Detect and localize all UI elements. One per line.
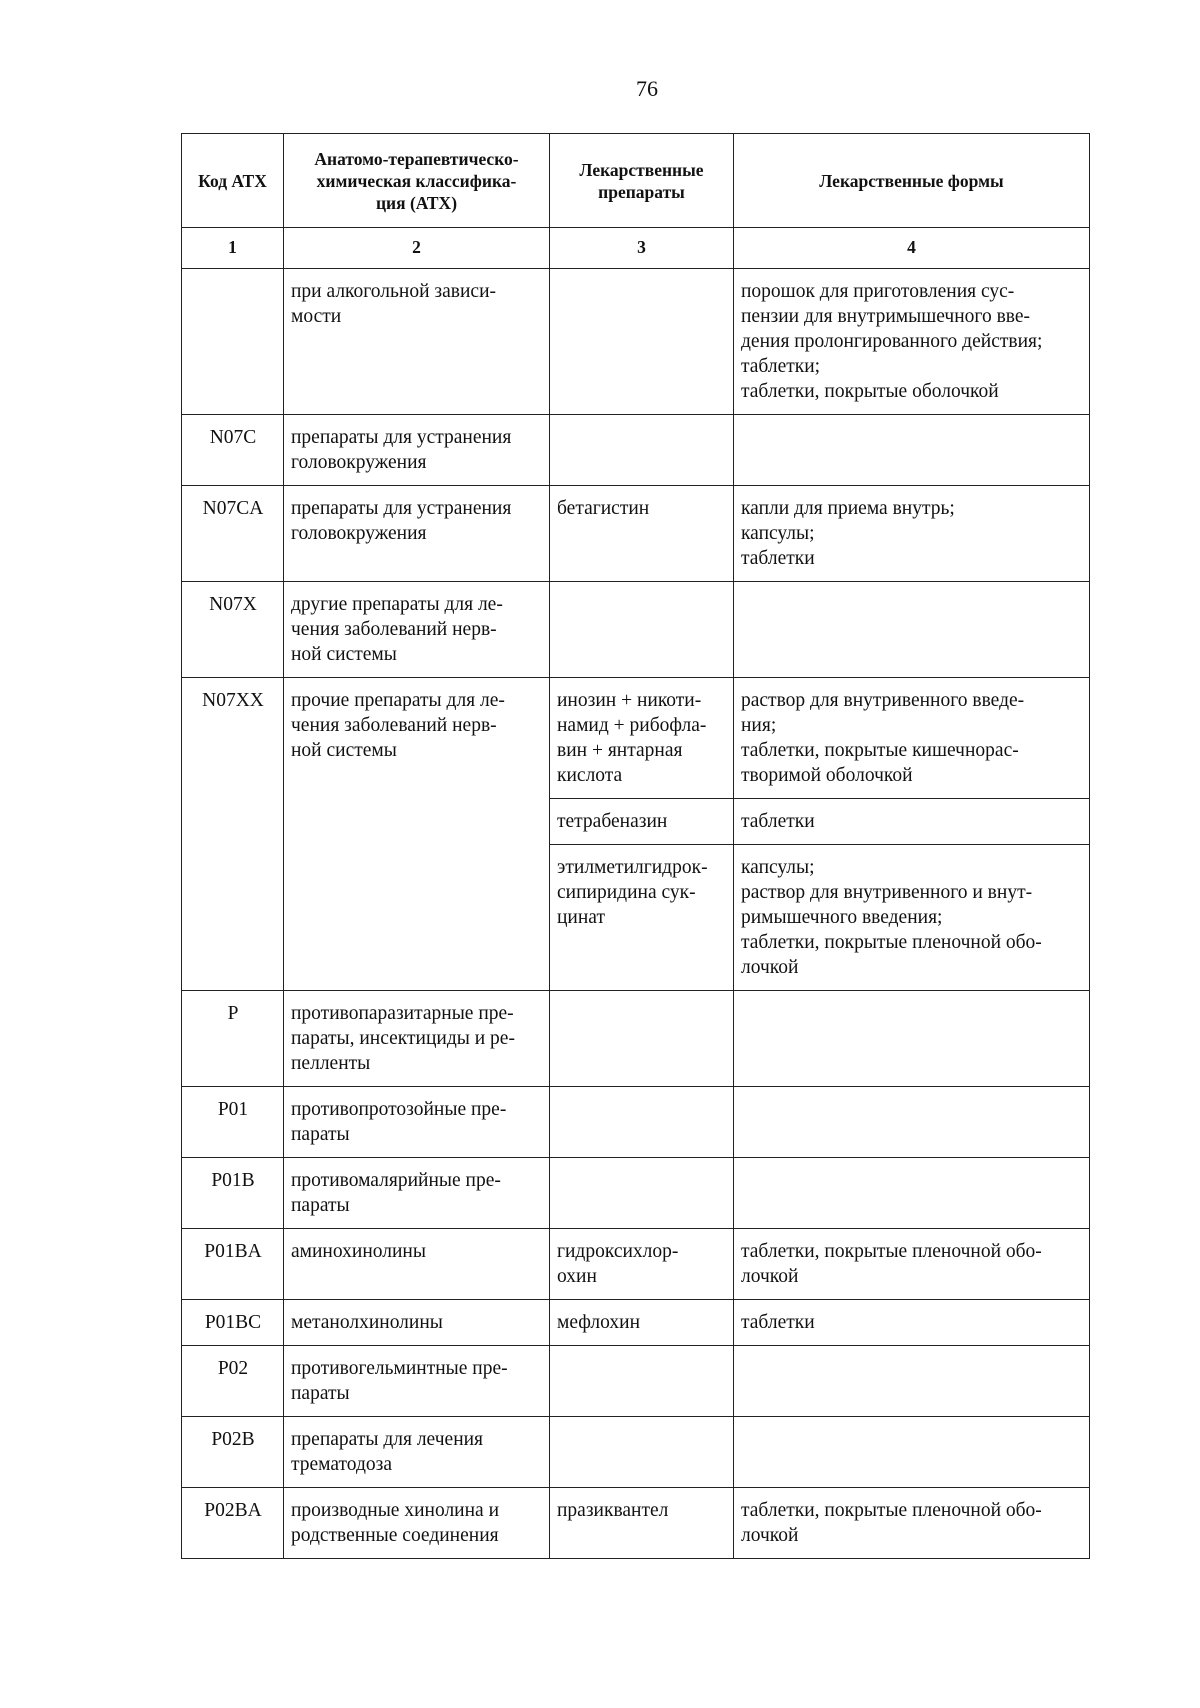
classification-cell xyxy=(284,1229,550,1300)
forms-cell xyxy=(734,486,1090,582)
forms-cell xyxy=(734,678,1090,799)
drug-line: цинат xyxy=(557,907,605,928)
drug-cell xyxy=(550,678,734,799)
classification-line: при алкогольной зависи- xyxy=(291,281,496,302)
table-row xyxy=(182,1300,1090,1346)
classification-line: препараты для устранения xyxy=(291,498,512,519)
classification-line: метанолхинолины xyxy=(291,1312,443,1333)
column-number: 1 xyxy=(182,228,284,269)
drug-cell xyxy=(550,991,734,1087)
table-row xyxy=(182,1488,1090,1559)
atx-code: N07XX xyxy=(202,690,264,711)
atx-table xyxy=(181,133,1090,1559)
forms-line: таблетки xyxy=(741,548,815,569)
atx-code: P01BA xyxy=(204,1241,262,1262)
table-row xyxy=(182,991,1090,1087)
forms-cell xyxy=(734,799,1090,845)
forms-line: таблетки, покрытые оболочкой xyxy=(741,381,999,402)
drug-line: кислота xyxy=(557,765,623,786)
classification-line: родственные соединения xyxy=(291,1525,499,1546)
classification-cell xyxy=(284,1346,550,1417)
atx-code: P01B xyxy=(211,1170,255,1191)
table-row xyxy=(182,582,1090,678)
forms-line: римышечного введения; xyxy=(741,907,943,928)
forms-line: таблетки, покрытые пленочной обо- xyxy=(741,1241,1042,1262)
header-code xyxy=(182,134,284,228)
column-number: 4 xyxy=(734,228,1090,269)
classification-line: параты, инсектициды и ре- xyxy=(291,1028,515,1049)
classification-line: параты xyxy=(291,1124,350,1145)
classification-line: трематодоза xyxy=(291,1454,393,1475)
forms-line: порошок для приготовления сус- xyxy=(741,281,1015,302)
forms-cell xyxy=(734,415,1090,486)
forms-line: творимой оболочкой xyxy=(741,765,913,786)
table-row xyxy=(182,1158,1090,1229)
classification-line: ной системы xyxy=(291,740,397,761)
forms-line: таблетки; xyxy=(741,356,821,377)
forms-cell xyxy=(734,845,1090,991)
classification-line: противогельминтные пре- xyxy=(291,1358,508,1379)
table-row xyxy=(182,1087,1090,1158)
header-label-line: ция (АТХ) xyxy=(375,192,458,213)
atx-code-cell xyxy=(182,1229,284,1300)
classification-line: производные хинолина и xyxy=(291,1500,500,1521)
drug-line: тетрабеназин xyxy=(557,811,668,832)
classification-line: другие препараты для ле- xyxy=(291,594,503,615)
forms-line: таблетки, покрытые кишечнорас- xyxy=(741,740,1019,761)
forms-cell xyxy=(734,1087,1090,1158)
forms-cell xyxy=(734,1417,1090,1488)
table-row xyxy=(182,269,1090,415)
drug-line: охин xyxy=(557,1266,597,1287)
drug-cell xyxy=(550,1300,734,1346)
forms-line: таблетки, покрытые пленочной обо- xyxy=(741,1500,1042,1521)
column-number-row xyxy=(182,228,1090,269)
forms-line: пензии для внутримышечного вве- xyxy=(741,306,1031,327)
atx-code-cell xyxy=(182,415,284,486)
classification-cell xyxy=(284,678,550,991)
forms-line: лочкой xyxy=(741,1525,799,1546)
atx-code-cell xyxy=(182,1417,284,1488)
atx-code: P02 xyxy=(217,1358,249,1379)
forms-cell xyxy=(734,1229,1090,1300)
column-number: 3 xyxy=(550,228,734,269)
forms-line: таблетки, покрытые пленочной обо- xyxy=(741,932,1042,953)
forms-cell xyxy=(734,1346,1090,1417)
atx-code: N07C xyxy=(209,427,257,448)
header-label-line: препараты xyxy=(598,181,685,202)
table-body xyxy=(182,269,1090,1559)
atx-code-cell xyxy=(182,1300,284,1346)
forms-line: таблетки xyxy=(741,1312,815,1333)
forms-cell xyxy=(734,1158,1090,1229)
classification-line: параты xyxy=(291,1383,350,1404)
page-number: 76 xyxy=(636,76,658,101)
drug-line: намид + рибофла- xyxy=(557,715,707,736)
header-label-line: Код АТХ xyxy=(198,170,267,191)
header-label-line: химическая классифика- xyxy=(316,170,517,191)
drug-line: вин + янтарная xyxy=(557,740,683,761)
header-classification xyxy=(284,134,550,228)
atx-code: P01 xyxy=(217,1099,249,1120)
classification-line: противомалярийные пре- xyxy=(291,1170,501,1191)
header-label-line: Лекарственные xyxy=(579,159,704,180)
drug-cell xyxy=(550,799,734,845)
drug-cell xyxy=(550,415,734,486)
header-label-line: Лекарственные формы xyxy=(819,170,1004,191)
classification-line: мости xyxy=(291,306,342,327)
atx-code: P02BA xyxy=(204,1500,262,1521)
header-drugs xyxy=(550,134,734,228)
atx-code-cell xyxy=(182,678,284,991)
atx-code: N07X xyxy=(209,594,257,615)
classification-line: чения заболеваний нерв- xyxy=(291,715,497,736)
classification-line: противопаразитарные пре- xyxy=(291,1003,514,1024)
forms-cell xyxy=(734,991,1090,1087)
classification-cell xyxy=(284,486,550,582)
table-row xyxy=(182,486,1090,582)
classification-cell xyxy=(284,1087,550,1158)
classification-line: головокружения xyxy=(291,523,427,544)
table-row xyxy=(182,1346,1090,1417)
header-label-line: Анатомо-терапевтическо- xyxy=(314,148,519,169)
forms-line: капсулы; xyxy=(741,523,815,544)
forms-cell xyxy=(734,269,1090,415)
drug-cell xyxy=(550,1158,734,1229)
classification-line: противопротозойные пре- xyxy=(291,1099,507,1120)
header-forms xyxy=(734,134,1090,228)
drug-line: гидроксихлор- xyxy=(557,1241,679,1262)
drug-cell xyxy=(550,486,734,582)
classification-cell xyxy=(284,269,550,415)
drug-line: инозин + никоти- xyxy=(557,690,702,711)
forms-line: ния; xyxy=(741,715,777,736)
forms-line: капсулы; xyxy=(741,857,815,878)
classification-cell xyxy=(284,415,550,486)
classification-line: головокружения xyxy=(291,452,427,473)
atx-code: P02B xyxy=(211,1429,255,1450)
atx-code: N07CA xyxy=(202,498,264,519)
classification-cell xyxy=(284,1488,550,1559)
forms-cell xyxy=(734,1488,1090,1559)
forms-line: таблетки xyxy=(741,811,815,832)
atx-code-cell xyxy=(182,991,284,1087)
table-row xyxy=(182,678,1090,799)
atx-code-cell xyxy=(182,269,284,415)
drug-line: сипиридина сук- xyxy=(557,882,696,903)
classification-cell xyxy=(284,582,550,678)
classification-line: пелленты xyxy=(291,1053,371,1074)
atx-code-cell xyxy=(182,486,284,582)
atx-code-cell xyxy=(182,1346,284,1417)
table-row xyxy=(182,1229,1090,1300)
classification-line: прочие препараты для ле- xyxy=(291,690,505,711)
forms-line: раствор для внутривенного введе- xyxy=(741,690,1025,711)
classification-line: параты xyxy=(291,1195,350,1216)
classification-line: препараты для лечения xyxy=(291,1429,484,1450)
drug-cell xyxy=(550,582,734,678)
classification-cell xyxy=(284,1300,550,1346)
forms-line: лочкой xyxy=(741,957,799,978)
drug-cell xyxy=(550,845,734,991)
atx-code: P01BC xyxy=(204,1312,262,1333)
atx-code-cell xyxy=(182,582,284,678)
classification-cell xyxy=(284,991,550,1087)
drug-line: мефлохин xyxy=(557,1312,640,1333)
classification-cell xyxy=(284,1417,550,1488)
forms-line: капли для приема внутрь; xyxy=(741,498,955,519)
drug-line: этилметилгидрок- xyxy=(557,857,708,878)
forms-cell xyxy=(734,582,1090,678)
forms-line: дения пролонгированного действия; xyxy=(741,331,1043,352)
drug-cell xyxy=(550,1229,734,1300)
classification-line: чения заболеваний нерв- xyxy=(291,619,497,640)
forms-line: раствор для внутривенного и внут- xyxy=(741,882,1033,903)
atx-code: P xyxy=(227,1003,239,1024)
drug-cell xyxy=(550,1488,734,1559)
classification-line: аминохинолины xyxy=(291,1241,426,1262)
atx-code-cell xyxy=(182,1158,284,1229)
drug-cell xyxy=(550,1346,734,1417)
classification-line: препараты для устранения xyxy=(291,427,512,448)
atx-code-cell xyxy=(182,1488,284,1559)
header-row xyxy=(182,134,1090,228)
forms-cell xyxy=(734,1300,1090,1346)
drug-cell xyxy=(550,1417,734,1488)
atx-code-cell xyxy=(182,1087,284,1158)
drug-cell xyxy=(550,1087,734,1158)
drug-line: празиквантел xyxy=(557,1500,669,1521)
table-row xyxy=(182,415,1090,486)
drug-line: бетагистин xyxy=(557,498,650,519)
forms-line: лочкой xyxy=(741,1266,799,1287)
classification-cell xyxy=(284,1158,550,1229)
classification-line: ной системы xyxy=(291,644,397,665)
column-number: 2 xyxy=(284,228,550,269)
table-row xyxy=(182,1417,1090,1488)
drug-cell xyxy=(550,269,734,415)
